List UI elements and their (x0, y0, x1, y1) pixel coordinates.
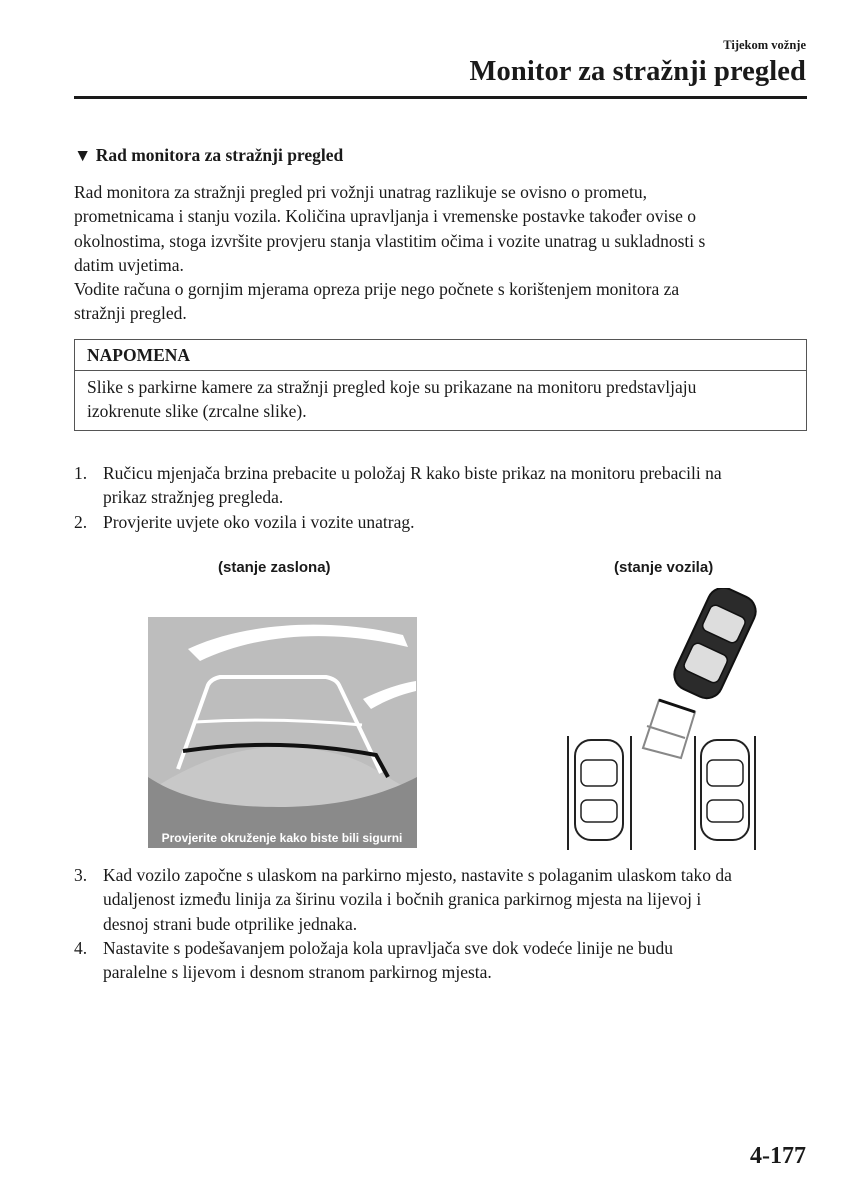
body-line: okolnostima, stoga izvršite provjeru stanja vlastitim očima i vozite unatrag u sukladnosti s (74, 230, 706, 251)
caption-vehicle: (stanje vozila) (614, 559, 714, 576)
note-line: izokrenute slike (zrcalne slike). (87, 401, 307, 422)
body-line: Vodite računa o gornjim mjerama opreza prije nego počnete s korištenjem monitora za (74, 279, 680, 300)
step-text (103, 863, 732, 936)
step-item (74, 461, 809, 510)
header-section-label: Tijekom vožnje (723, 38, 806, 52)
note-line: Slike s parkirne kamere za stražnji pregled koje su prikazane na monitoru predstavljaju (87, 377, 697, 397)
vehicle-parking-illustration (555, 588, 777, 850)
section-body (74, 180, 809, 326)
step-number: 2. (74, 511, 88, 532)
step-item (74, 510, 809, 534)
step-number: 3. (74, 865, 88, 885)
step-line: Ručicu mjenjača brzina prebacite u položaj R kako biste prikaz na monitoru prebacili na (103, 463, 722, 483)
step-line: prikaz stražnjeg pregleda. (103, 487, 284, 508)
caption-screen: (stanje zaslona) (218, 559, 331, 576)
section-heading (74, 145, 343, 166)
step-text (103, 936, 673, 985)
page-number: 4-177 (750, 1143, 806, 1169)
parked-car-right (701, 740, 749, 840)
page-title: Monitor za stražnji pregled (469, 56, 806, 87)
note-box (74, 339, 807, 431)
step-line: Kad vozilo započne s ulaskom na parkirno mjesto, nastavite s polaganim ulaskom tako da (103, 865, 732, 885)
step-line: paralelne s lijevom i desnom stranom parkirnog mjesta. (103, 962, 492, 983)
body-line: stražnji pregled. (74, 303, 187, 324)
screen-banner-text: Provjerite okruženje kako biste bili sigurni (161, 831, 403, 845)
step-item (74, 863, 809, 936)
note-body (75, 371, 806, 430)
step-line: Provjerite uvjete oko vozila i vozite unatrag. (103, 511, 415, 532)
step-line: udaljenost između linija za širinu vozila i bočnih granica parkirnog mjesta na lijevoj i (103, 889, 702, 910)
body-line: datim uvjetima. (74, 254, 184, 275)
step-number: 1. (74, 463, 88, 483)
step-line: desnoj strani bude otprilike jednaka. (103, 913, 358, 934)
parked-car-left (575, 740, 623, 840)
step-line: Nastavite s podešavanjem položaja kola upravljača sve dok vodeće linije ne budu (103, 937, 674, 958)
body-line: Rad monitora za stražnji pregled pri vožnji unatrag razlikuje se ovisno o prometu, (74, 182, 647, 202)
section-heading-text: Rad monitora za stražnji pregled (95, 145, 344, 165)
rear-view-screen-illustration (148, 617, 417, 848)
header-rule (74, 96, 807, 99)
step-text (103, 510, 415, 534)
body-line: prometnicama i stanju vozila. Količina upravljanja i vremenske postavke također ovise o (74, 206, 697, 227)
steps-list-b (74, 863, 809, 984)
note-heading: NAPOMENA (75, 340, 806, 371)
triangle-marker-icon: ▼ (74, 145, 92, 165)
step-text (103, 461, 722, 510)
steps-list-a (74, 461, 809, 534)
reversing-car (669, 588, 761, 703)
step-item (74, 936, 809, 985)
step-number: 4. (74, 937, 88, 958)
